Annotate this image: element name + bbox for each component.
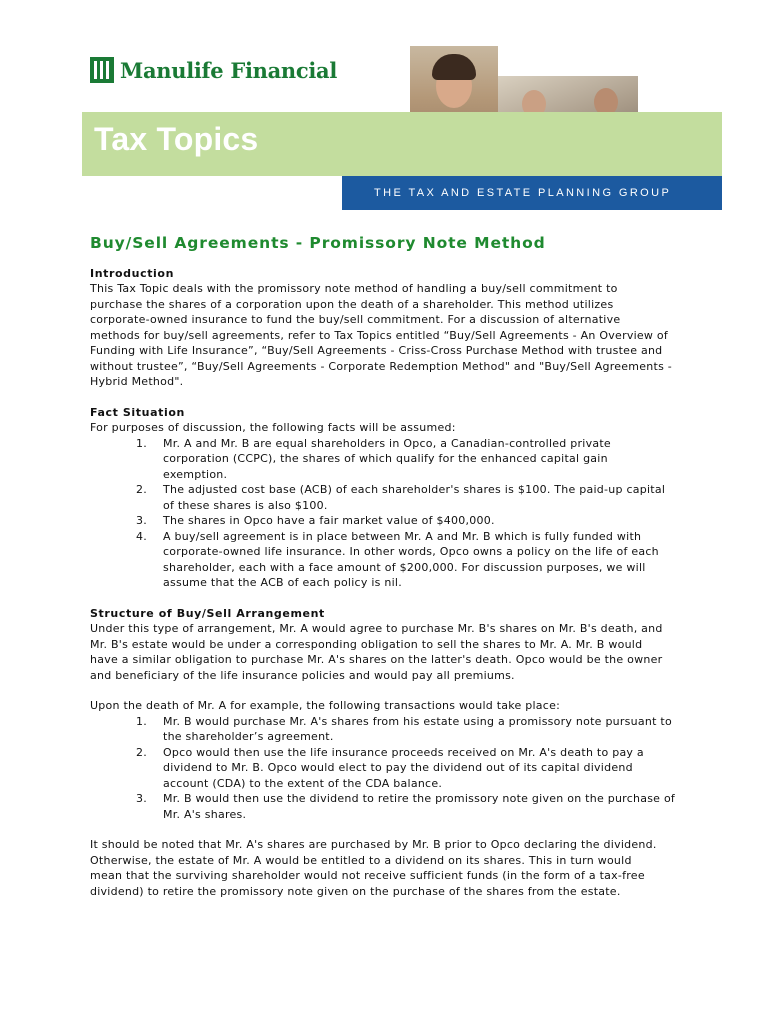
list-text: Mr. A and Mr. B are equal shareholders in Opco, a Canadian-controlled private corporation (CCPC), the shares of which qualify for the enhanced capital gain exemption. [163, 436, 611, 481]
manulife-logo [90, 57, 337, 83]
manulife-logo-icon [90, 57, 114, 83]
list-text: Mr. B would then use the dividend to retire the promissory note given on the purchase of Mr. A's shares. [163, 792, 676, 821]
introduction-heading: Introduction [90, 266, 175, 280]
document-title: Buy/Sell Agreements - Promissory Note Method [90, 234, 546, 252]
introduction-text: This Tax Topic deals with the promissory note method of handling a buy/sell commitment to purchase the shares of a corporation upon the death of a shareholder. This method utilizes corporate-owned insurance to fund the buy/sell commitment. For a discussion of alternative methods for buy/sell agreements, refer to Tax Topics entitled “Buy/Sell Agreements - An Overview of Funding with Life Insurance”, “Buy/Sell Agreements - Criss-Cross Purchase Method with trustee and without trustee”, “Buy/Sell Agreements - Corporate Redemption Method" and "Buy/Sell Agreements - Hybrid Method". [90, 282, 673, 388]
document-body [90, 232, 680, 899]
list-number: 3. [136, 792, 147, 805]
structure-text: Under this type of arrangement, Mr. A would agree to purchase Mr. B's shares on Mr. B's death, and Mr. B's estate would be under a corresponding obligation to sell the shares to Mr. A. Mr. B would have a similar obligation to purchase Mr. A's shares on the latter's death. Opco would be the owner and beneficiary of the life insurance policies and would pay all premiums. [90, 622, 663, 682]
list-item [90, 513, 680, 529]
list-text: The adjusted cost base (ACB) of each shareholder's shares is $100. The paid-up capital of these shares is also $100. [163, 483, 666, 512]
structure-heading: Structure of Buy/Sell Arrangement [90, 606, 325, 620]
list-item [90, 529, 680, 591]
list-item [90, 745, 680, 792]
list-number: 2. [136, 745, 147, 759]
list-item [90, 436, 680, 483]
fact-situation-intro: For purposes of discussion, the following facts will be assumed: [90, 421, 456, 434]
list-item [90, 714, 680, 745]
death-transactions-intro: Upon the death of Mr. A for example, the following transactions would take place: [90, 699, 561, 712]
transactions-list [90, 714, 680, 823]
list-text: Mr. B would purchase Mr. A's shares from his estate using a promissory note pursuant to the shareholder’s agreement. [163, 714, 672, 743]
list-text: The shares in Opco have a fair market value of $400,000. [163, 514, 495, 527]
list-item [90, 791, 680, 822]
fact-situation-heading: Fact Situation [90, 405, 185, 419]
document-header [0, 0, 770, 220]
closing-note: It should be noted that Mr. A's shares are purchased by Mr. B prior to Opco declaring the dividend. Otherwise, the estate of Mr. A would be entitled to a dividend on its shares. This in turn would mean that the surviving shareholder would not receive sufficient funds (in the form of a tax-free dividend) to retire the promissory note given on the purchase of the shares from the estate. [90, 838, 657, 898]
list-number: 2. [136, 483, 147, 496]
list-text: Opco would then use the life insurance proceeds received on Mr. A's death to pay a dividend to Mr. B. Opco would elect to pay the dividend out of its capital dividend account (CDA) to the extent of the CDA balance. [163, 745, 644, 790]
logo-text: Manulife Financial [120, 57, 338, 83]
list-item [90, 482, 680, 513]
band-subtitle: THE TAX AND ESTATE PLANNING GROUP [374, 187, 672, 199]
list-number: 1. [136, 436, 147, 450]
list-number: 4. [136, 529, 147, 543]
list-text: A buy/sell agreement is in place between Mr. A and Mr. B which is fully funded with corporate-owned life insurance. In other words, Opco owns a policy on the life of each shareholder, each with a face amount of $200,000. For discussion purposes, we will assume that the ACB of each policy is nil. [163, 529, 659, 589]
list-number: 3. [136, 514, 147, 527]
band-title: Tax Topics [94, 121, 259, 157]
facts-list [90, 436, 680, 591]
list-number: 1. [136, 714, 147, 728]
